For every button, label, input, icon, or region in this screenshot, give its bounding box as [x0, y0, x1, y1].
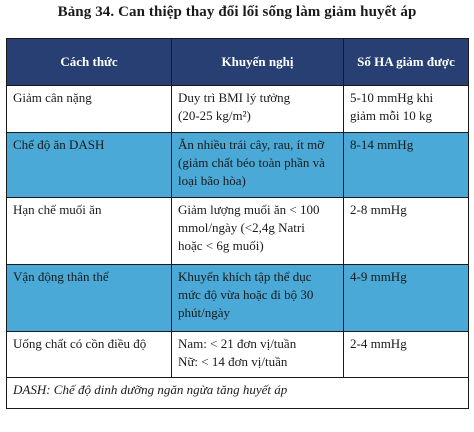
table-row	[7, 332, 469, 378]
header-method: Cách thức	[7, 39, 172, 86]
cell-recommendation: Duy trì BMI lý tưởng (20-25 kg/m²)	[172, 86, 344, 133]
table-row	[7, 265, 469, 332]
header-recommendation: Khuyến nghị	[172, 39, 344, 86]
lifestyle-intervention-table	[6, 38, 469, 409]
cell-method: Hạn chế muối ăn	[7, 198, 172, 265]
cell-reduction: 2-8 mmHg	[344, 198, 469, 265]
table-row	[7, 198, 469, 265]
table-row	[7, 86, 469, 133]
cell-method: Vận động thân thể	[7, 265, 172, 332]
cell-method: Uống chất có cồn điều độ	[7, 332, 172, 378]
note-row	[7, 378, 469, 409]
cell-reduction: 8-14 mmHg	[344, 133, 469, 198]
table-row	[7, 133, 469, 198]
cell-method: Giảm cân nặng	[7, 86, 172, 133]
header-row	[7, 39, 469, 86]
cell-reduction: 5-10 mmHg khi giảm mỗi 10 kg	[344, 86, 469, 133]
cell-recommendation: Nam: < 21 đơn vị/tuần Nữ: < 14 đơn vị/tuần	[172, 332, 344, 378]
table-caption: Bảng 34. Can thiệp thay đổi lối sống làm giảm huyết áp	[57, 4, 417, 20]
cell-reduction: 4-9 mmHg	[344, 265, 469, 332]
cell-recommendation: Giảm lượng muối ăn < 100 mmol/ngày (<2,4g Natri hoặc < 6g muối)	[172, 198, 344, 265]
table-footnote: DASH: Chế độ dinh dưỡng ngăn ngừa tăng huyết áp	[7, 378, 469, 409]
cell-method: Chế độ ăn DASH	[7, 133, 172, 198]
cell-recommendation: Khuyến khích tập thể dục mức độ vừa hoặc đi bộ 30 phút/ngày	[172, 265, 344, 332]
cell-reduction: 2-4 mmHg	[344, 332, 469, 378]
header-reduction: Số HA giảm được	[344, 39, 469, 86]
cell-recommendation: Ăn nhiều trái cây, rau, ít mỡ (giảm chất béo toàn phần và loại bão hòa)	[172, 133, 344, 198]
